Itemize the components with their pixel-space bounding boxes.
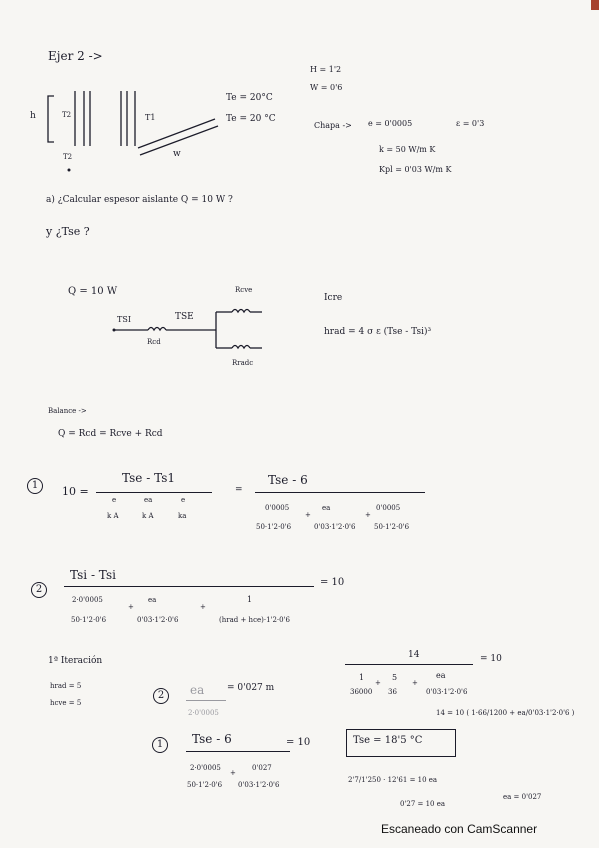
iter-tse-den-1: 2·0'0005 (190, 764, 221, 772)
q-value: Q = 10 W (68, 286, 118, 297)
t2-label: T2 (62, 111, 72, 119)
iter-tse-numerator: Tse - 6 (192, 732, 232, 746)
eq1-plus-2: + (365, 511, 371, 519)
question-b: y ¿Tse ? (46, 225, 90, 238)
t2-bottom-label: T2 (63, 153, 73, 161)
param-H: H = 1'2 (310, 65, 342, 74)
iter-eq2-marker: 2 (153, 688, 169, 704)
te-value-2: Te = 20 °C (226, 114, 276, 124)
eq2-numerator: Tsi - Tsi (70, 568, 116, 582)
rrad-label: Rradc (232, 359, 254, 367)
ea-value: = 0'027 m (227, 683, 275, 693)
rhs-equals: = 10 (480, 654, 502, 664)
eq1-marker: 1 (27, 478, 43, 494)
eq1-den-6b: 50·1'2·0'6 (374, 523, 410, 531)
eq2-den-1: 2·0'0005 (72, 596, 103, 604)
ea-symbol: ea (190, 683, 205, 697)
w-label: w (173, 149, 181, 159)
rhs-term-1b: 36000 (350, 688, 373, 696)
rhs-term-2: 5 (392, 673, 398, 682)
iter-hrad: hrad = 5 (50, 682, 82, 690)
tse-result: Tse = 18'5 °C (353, 735, 423, 746)
eq2-plus-2: + (200, 603, 206, 611)
eq1-den-4b: 50·1'2·0'6 (256, 523, 292, 531)
param-W: W = 0'6 (310, 83, 343, 92)
param-k: k = 50 W/m K (379, 145, 436, 154)
question-a: a) ¿Calcular espesor aislante Q = 10 W ? (46, 195, 233, 205)
ea-final: ea = 0'027 (503, 793, 542, 801)
ea-fraction-bar (186, 700, 226, 701)
ea-sub: 2·0'0005 (188, 709, 219, 717)
eq1-numerator-1: Tse - Ts1 (122, 471, 175, 485)
slanted-plate (138, 119, 215, 148)
iter-hcve: hcve = 5 (50, 699, 82, 707)
eq1-den-3b: ka (178, 512, 187, 520)
rhs-term-3: ea (436, 671, 446, 680)
hrad-formula: hrad = 4 σ ε (Tse - Tsi)³ (324, 327, 432, 337)
eq1-lhs: 10 = (62, 485, 89, 498)
eq2-den-3b: (hrad + hce)·1'2·0'6 (219, 616, 290, 624)
eq2-den-2: ea (148, 596, 157, 604)
exercise-heading: Ejer 2 -> (48, 49, 103, 63)
camscanner-footer: Escaneado con CamScanner (381, 822, 538, 836)
eq2-fraction-bar (64, 586, 314, 587)
eq1-den-2b: k A (142, 512, 154, 520)
wall-bracket (48, 96, 54, 142)
iter-tse-den-2: 0'027 (252, 764, 272, 772)
rhs-term-1: 1 (359, 673, 365, 682)
eq1-den-4: 0'0005 (265, 504, 290, 512)
eq2-den-2b: 0'03·1'2·0'6 (137, 616, 179, 624)
eq1-fraction-bar-2 (255, 492, 425, 493)
rconv-label: Rcve (235, 286, 253, 294)
iteration-title: 1ª Iteración (48, 656, 103, 666)
resistor-rcond (148, 328, 166, 331)
iter-tse-fraction-bar (186, 751, 290, 752)
eq2-den-3: 1 (247, 595, 253, 604)
t1-label: T1 (145, 113, 156, 122)
iter-tse-plus: + (230, 769, 236, 777)
te-value-1: Te = 20°C (226, 93, 273, 103)
param-e: e = 0'0005 (368, 119, 413, 128)
tse-node-label: TSE (175, 312, 194, 322)
eq1-den-3: e (181, 496, 186, 504)
rhs-term-3b: 0'03·1'2·0'6 (426, 688, 468, 696)
eq1-den-1: e (112, 496, 117, 504)
work-line-2: 0'27 = 10 ea (400, 800, 446, 808)
param-eps: ε = 0'3 (456, 119, 485, 128)
eq2-plus-1: + (128, 603, 134, 611)
node-dot (113, 329, 116, 332)
iter-tse-den-2b: 0'03·1'2·0'6 (238, 781, 280, 789)
rhs-term-2b: 36 (388, 688, 397, 696)
rhs-line-2: 14 = 10 ( 1·66/1200 + ea/0'03·1'2·0'6 ) (436, 709, 575, 717)
node-dot (68, 169, 71, 172)
eq1-den-2: ea (144, 496, 153, 504)
eq1-plus-1: + (305, 511, 311, 519)
height-label: h (30, 111, 36, 121)
tsi-node-label: TSI (117, 315, 131, 324)
eq1-den-1b: k A (107, 512, 119, 520)
eq2-marker: 2 (31, 582, 47, 598)
chapa-label: Chapa -> (314, 121, 352, 130)
eq1-fraction-bar-1 (96, 492, 212, 493)
eq2-den-1b: 50·1'2·0'6 (71, 616, 107, 624)
icre-label: Icre (324, 293, 343, 303)
balance-equation: Q = Rcd = Rcve + Rcd (58, 429, 163, 439)
resistor-rconv (232, 310, 250, 313)
iter-tse-den-1b: 50·1'2·0'6 (187, 781, 223, 789)
eq2-rhs: = 10 (320, 577, 345, 588)
rhs-plus-2: + (412, 679, 418, 687)
balance-title: Balance -> (48, 407, 87, 415)
work-line-1: 2'7/1'250 · 12'61 = 10 ea (348, 776, 438, 784)
resistor-rrad (232, 346, 250, 349)
eq1-den-5: ea (322, 504, 331, 512)
rhs-plus-1: + (375, 679, 381, 687)
param-kpl: Kpl = 0'03 W/m K (379, 165, 452, 174)
rhs-fraction-bar (345, 664, 473, 665)
eq1-equals: = (235, 485, 243, 495)
rhs-numerator: 14 (408, 650, 420, 660)
eq1-den-5b: 0'03·1'2·0'6 (314, 523, 356, 531)
rcond-label: Rcd (147, 338, 161, 346)
eq1-den-6: 0'0005 (376, 504, 401, 512)
eq1-numerator-2: Tse - 6 (268, 473, 308, 487)
iter-tse-equals: = 10 (286, 737, 311, 748)
iter-eq1-marker: 1 (152, 737, 168, 753)
